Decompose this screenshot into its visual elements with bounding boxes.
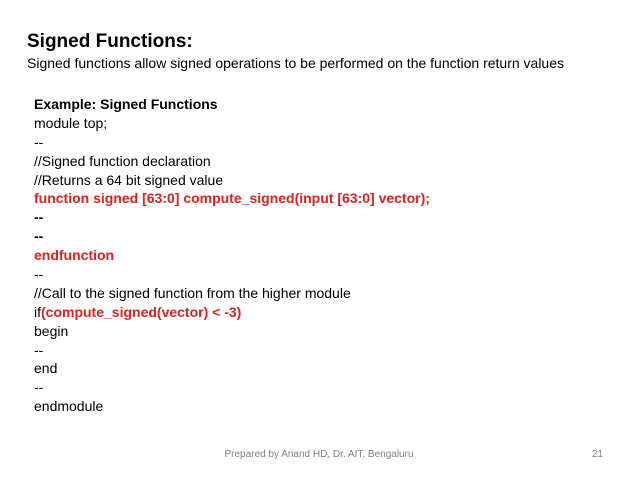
code-line-comment-declaration: //Signed function declaration <box>34 152 211 169</box>
code-line-separator: -- <box>34 379 44 396</box>
code-line-endmodule: endmodule <box>34 398 104 415</box>
code-line-separator: -- <box>34 133 44 150</box>
code-line-function-declaration: function signed [63:0] compute_signed(input [63:0] vector); <box>34 190 430 207</box>
if-keyword: if <box>34 303 41 320</box>
code-line-end: end <box>34 360 58 377</box>
page-number: 21 <box>591 449 603 460</box>
code-line-comment-call: //Call to the signed function from the higher module <box>34 284 351 301</box>
footer-credit: Prepared by Anand HD, Dr. AIT, Bengaluru <box>224 449 414 460</box>
code-line-separator: -- <box>34 341 44 358</box>
code-line-endfunction: endfunction <box>34 247 115 264</box>
code-line-separator-bold: -- <box>34 228 44 245</box>
example-heading: Example: Signed Functions <box>34 96 218 112</box>
slide-title: Signed Functions: <box>27 31 193 52</box>
code-line-if <box>34 303 430 322</box>
code-line-separator: -- <box>34 266 44 283</box>
slide-subtitle: Signed functions allow signed operations to be performed on the function return values <box>27 55 565 71</box>
code-line-comment-returns: //Returns a 64 bit signed value <box>34 171 224 188</box>
if-condition: (compute_signed(vector) < -3) <box>41 303 242 320</box>
code-line-separator-bold: -- <box>34 209 44 226</box>
code-line-begin: begin <box>34 322 69 339</box>
code-example <box>34 95 430 416</box>
code-line-module: module top; <box>34 114 108 131</box>
